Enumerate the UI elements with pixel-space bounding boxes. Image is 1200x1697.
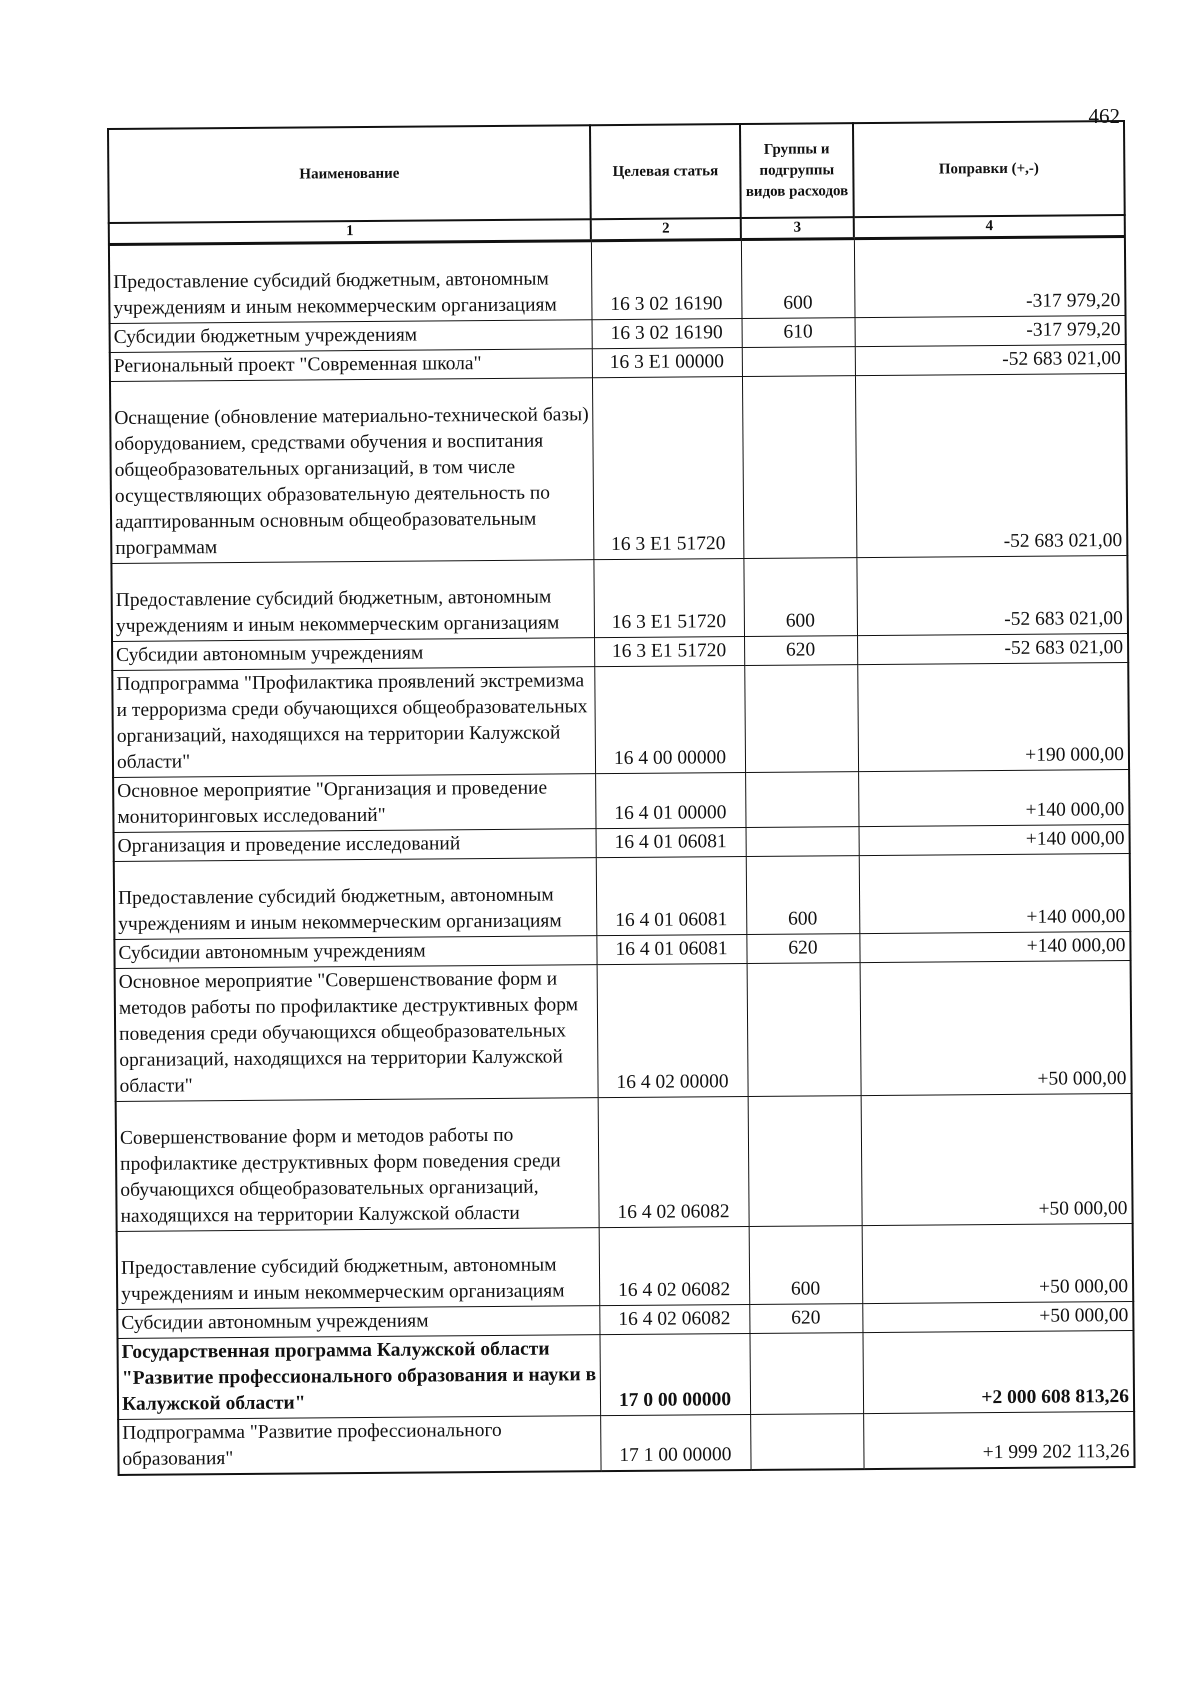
row-amount: +140 000,00 [858,769,1129,826]
row-amount: +50 000,00 [862,1301,1133,1332]
header-name: Наименование [108,125,591,223]
row-amount: +190 000,00 [857,662,1129,771]
row-group [742,347,855,377]
row-group [746,827,859,857]
row-name: Предоставление субсидий бюджетным, автономным учреждениям и иным некоммерческим организациям [117,1228,600,1310]
row-group: 600 [746,856,860,935]
row-group: 620 [744,636,857,666]
row-amount: +140 000,00 [859,931,1130,962]
row-code: 16 3 E1 00000 [592,348,742,378]
row-group [742,376,856,559]
row-amount: +140 000,00 [859,824,1130,855]
table-body [109,237,1135,1475]
row-group: 610 [742,318,855,348]
row-amount: -52 683 021,00 [857,633,1128,664]
row-amount: +1 999 202 113,26 [863,1411,1134,1469]
row-code: 16 3 E1 51720 [594,637,744,667]
row-name: Государственная программа Калужской области "Развитие профессионального образования и науки в Калужской области" [118,1335,601,1420]
row-code: 16 4 01 06081 [596,828,746,858]
table-row [116,1093,1133,1231]
row-code: 16 4 01 06081 [596,857,747,936]
row-code: 16 4 01 00000 [595,773,745,829]
header-num-3: 3 [741,217,854,239]
row-name: Субсидии автономным учреждениям [114,936,596,969]
row-amount: -52 683 021,00 [855,345,1126,376]
row-group [745,772,858,828]
row-code: 16 4 01 06081 [596,935,746,965]
row-name: Оснащение (обновление материально-технической базы) оборудованием, средствами обучения и воспитания общеобразовательных организаций, в том числе осуществляющих образовательную деятельность по адаптированным основным общеобразовательным программам [110,378,593,564]
row-code: 16 3 02 16190 [591,240,742,320]
row-group [748,1096,862,1227]
row-code: 17 1 00 00000 [600,1414,750,1471]
row-amount: -317 979,20 [854,237,1126,318]
row-code: 16 3 E1 51720 [592,377,743,560]
row-code: 16 4 02 06082 [598,1096,749,1227]
row-amount: +50 000,00 [862,1223,1134,1303]
row-code: 16 3 E1 51720 [593,559,744,638]
budget-amendments-table [107,120,1136,1476]
table-row [112,662,1129,777]
table-row [109,237,1126,324]
row-name: Региональный проект "Современная школа" [110,349,592,382]
row-name: Подпрограмма "Профилактика проявлений экстремизма и терроризма среди обучающихся общеобразовательных организаций, находящихся на территории Калужской области" [112,667,595,778]
row-code: 16 4 02 00000 [597,964,748,1098]
table-row [115,960,1132,1101]
row-group [744,665,858,773]
header-amount: Поправки (+,-) [853,121,1125,217]
row-amount: -52 683 021,00 [855,374,1127,558]
row-group: 600 [749,1226,863,1305]
header-num-1: 1 [109,219,591,244]
row-code: 16 4 02 06082 [599,1226,750,1305]
table-header [108,121,1125,244]
table-row [110,374,1127,564]
row-name: Предоставление субсидий бюджетным, автономным учреждениям и иным некоммерческим организациям [109,241,592,324]
row-group: 620 [749,1304,862,1334]
row-name: Основное мероприятие "Совершенствование форм и методов работы по профилактике деструктивных форм поведения среди обучающихся общеобразовательных организаций, находящихся на территории Калужской области" [115,965,598,1102]
row-name: Субсидии автономным учреждениям [112,638,594,671]
row-amount: +50 000,00 [860,960,1132,1095]
row-group [750,1414,863,1470]
row-code: 16 4 00 00000 [594,666,745,774]
row-name: Субсидии автономным учреждениям [117,1306,599,1339]
row-name: Субсидии бюджетным учреждениям [110,320,592,353]
row-name: Предоставление субсидий бюджетным, автономным учреждениям и иным некоммерческим организациям [111,560,594,642]
row-group: 620 [746,934,859,964]
header-num-4: 4 [854,215,1125,239]
row-group: 600 [741,239,855,319]
row-name: Основное мероприятие "Организация и проведение мониторинговых исследований" [113,774,595,833]
row-code: 16 4 02 06082 [599,1304,749,1334]
row-group: 600 [743,558,857,637]
table-row [114,853,1131,939]
table-row [113,769,1129,832]
row-amount: +50 000,00 [861,1093,1133,1225]
row-name: Подпрограмма "Развитие профессионального образования" [118,1416,600,1475]
row-amount: -317 979,20 [855,316,1126,347]
row-group [749,1333,863,1415]
row-amount: +2 000 608 813,26 [862,1330,1134,1413]
row-code: 16 3 02 16190 [592,319,742,349]
header-num-2: 2 [591,218,741,241]
table-row [118,1330,1135,1419]
row-code: 17 0 00 00000 [599,1333,750,1415]
header-group: Группы и подгруппы видов расходов [740,123,854,218]
table-row [118,1411,1134,1474]
table-row [111,555,1128,641]
header-code: Целевая статья [590,124,741,219]
row-name: Организация и проведение исследований [114,829,596,862]
row-name: Совершенствование форм и методов работы по профилактике деструктивных форм поведения среди обучающихся общеобразовательных организаций, находящихся на территории Калужской области [116,1098,599,1232]
table-row [117,1223,1134,1309]
row-amount: -52 683 021,00 [856,555,1128,635]
page-number: 462 [1088,104,1120,128]
row-amount: +140 000,00 [859,853,1131,933]
row-name: Предоставление субсидий бюджетным, автономным учреждениям и иным некоммерческим организациям [114,858,597,940]
row-group [747,963,861,1097]
